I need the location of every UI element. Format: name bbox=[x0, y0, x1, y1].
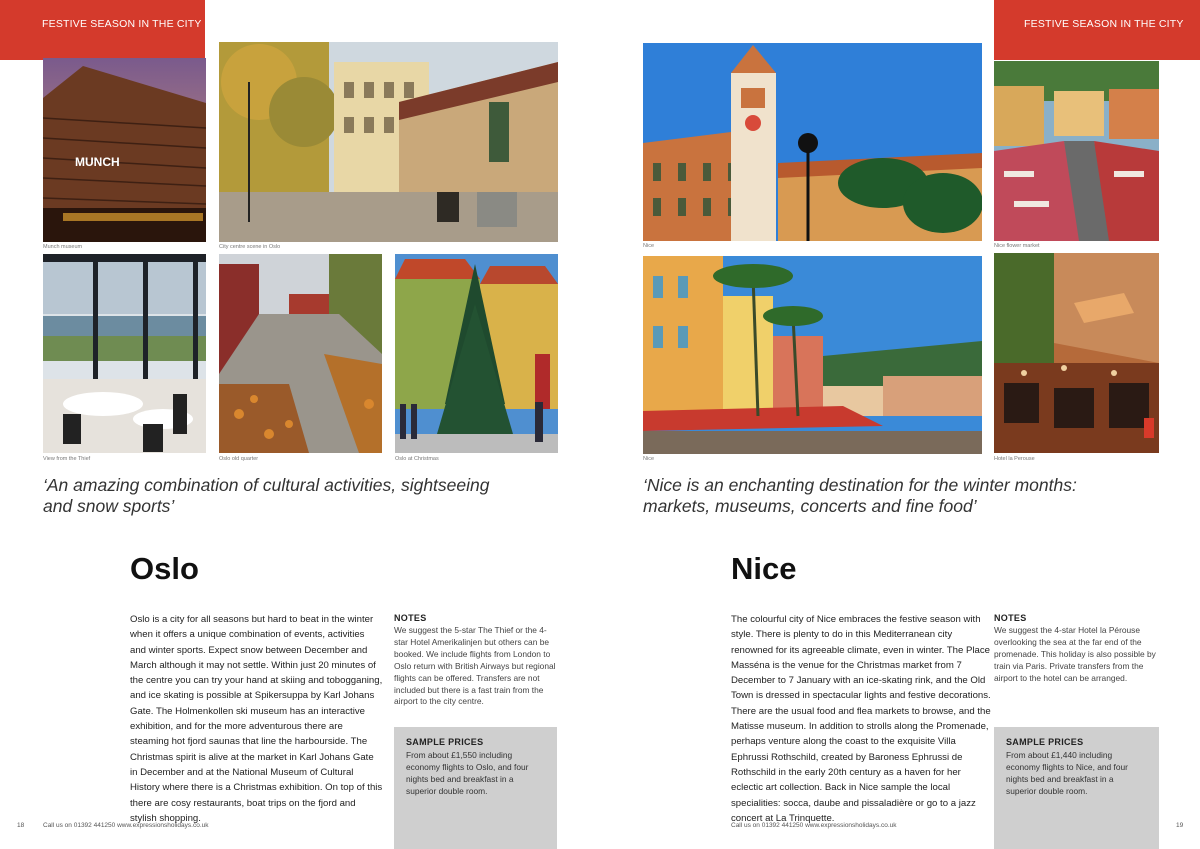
section-banner-right bbox=[994, 0, 1200, 60]
notes-text: We suggest the 4-star Hotel la Pérouse overlooking the sea at the far end of the promenade. This holiday is also possible by train via Paris. Private transfers from the airport to the hotel can be arranged. bbox=[994, 625, 1156, 683]
photo-oslo-old-quarter bbox=[219, 254, 382, 453]
photo-caption: Nice flower market bbox=[994, 243, 1040, 249]
section-banner-left bbox=[0, 0, 205, 60]
photo-munch-museum bbox=[43, 58, 206, 242]
photo-view-from-the-thief bbox=[43, 254, 206, 453]
photo-nice-clock-tower bbox=[643, 43, 982, 241]
page-number: 18 bbox=[17, 822, 25, 829]
body-text: Oslo is a city for all seasons but hard to beat in the winter when it offers a unique combination of events, activities and winter sports. Expect snow between December and March although it may not settle. Within just 20 minutes of the centre you can try your hand at skiing and tobogganing, and ice skating is possible at Spikersuppa by Karl Johans Gate. The Holmenkollen ski museum has an interactive exhibition, and for the more adventurous there are steaming hot fjord saunas that line the harbourside. The Christmas spirit is alive at the market in Karl Johans Gate in December and at the National Museum of Cultural History where there is a Christmas exhibition. On top of this there are cosy restaurants, boat trips on the fjord and stylish shopping. bbox=[130, 614, 383, 824]
photo-caption: Oslo at Christmas bbox=[395, 456, 439, 462]
photo-caption: City centre scene in Oslo bbox=[219, 244, 281, 250]
photo-nice-old-town bbox=[643, 256, 982, 454]
prices-heading: SAMPLE PRICES bbox=[406, 737, 484, 747]
photo-caption: Hotel la Perouse bbox=[994, 456, 1035, 462]
photo-city-centre-oslo bbox=[219, 42, 558, 242]
footer-contact: Call us on 01392 441250 www.expressionsholidays.co.uk bbox=[731, 822, 897, 829]
footer-contact: Call us on 01392 441250 www.expressionsholidays.co.uk bbox=[43, 822, 209, 829]
page-number: 19 bbox=[1176, 822, 1184, 829]
banner-text: FESTIVE SEASON IN THE CITY bbox=[1024, 18, 1184, 30]
prices-text: From about £1,440 including economy flights to Nice, and four nights bed and breakfast in a superior double room. bbox=[1006, 750, 1128, 796]
photo-caption: Nice bbox=[643, 456, 655, 462]
photo-caption: Oslo old quarter bbox=[219, 456, 259, 462]
pull-quote: ‘Nice is an enchanting destination for the winter months: markets, museums, concerts and fine food’ bbox=[643, 475, 1077, 516]
photo-oslo-at-christmas bbox=[395, 254, 558, 453]
svg-text:MUNCH: MUNCH bbox=[75, 155, 120, 169]
prices-text: From about £1,550 including economy flights to Oslo, and four nights bed and breakfast in a superior double room. bbox=[406, 750, 529, 796]
notes-heading: NOTES bbox=[994, 613, 1027, 623]
photo-nice-flower-market bbox=[994, 61, 1159, 241]
photo-caption: Munch museum bbox=[43, 244, 83, 250]
photo-hotel-la-perouse bbox=[994, 253, 1159, 453]
photo-caption: View from the Thief bbox=[43, 456, 91, 462]
city-title: Nice bbox=[731, 551, 797, 586]
pull-quote: ‘An amazing combination of cultural activities, sightseeing and snow sports’ bbox=[43, 475, 490, 516]
notes-heading: NOTES bbox=[394, 613, 427, 623]
photo-caption: Nice bbox=[643, 243, 655, 249]
banner-text: FESTIVE SEASON IN THE CITY bbox=[42, 18, 202, 30]
notes-text: We suggest the 5-star The Thief or the 4-star Hotel Amerikalinjen but others can be booked. We include flights from London to Oslo return with British Airways but regional flights can be offered. Transfers are not included but there is a fast train from the airport to the city centre. bbox=[394, 625, 556, 707]
body-text: The colourful city of Nice embraces the festive season with style. There is plenty to do in this Mediterranean city renowned for its agreeable climate, even in winter. The Place Masséna is the venue for the Christmas market from 7 December to 7 January with an ice-skating rink, and the Old Town is dressed in spectacular lights and festive decorations. There are the usual food and flea markets to browse, and the Matisse museum. In addition to strolls along the Promenade, perhaps venture along the coast to the exquisite Villa Ephrussi Rothschild, created by Baroness Ephrussi de Rothschild in the early 20th century as a haven for her eclectic art collection. Back in Nice sample the local specialities: socca, daube and pissaladière or go to a jazz concert at La Trinquette. bbox=[731, 614, 991, 824]
city-title: Oslo bbox=[130, 551, 199, 586]
prices-heading: SAMPLE PRICES bbox=[1006, 737, 1084, 747]
